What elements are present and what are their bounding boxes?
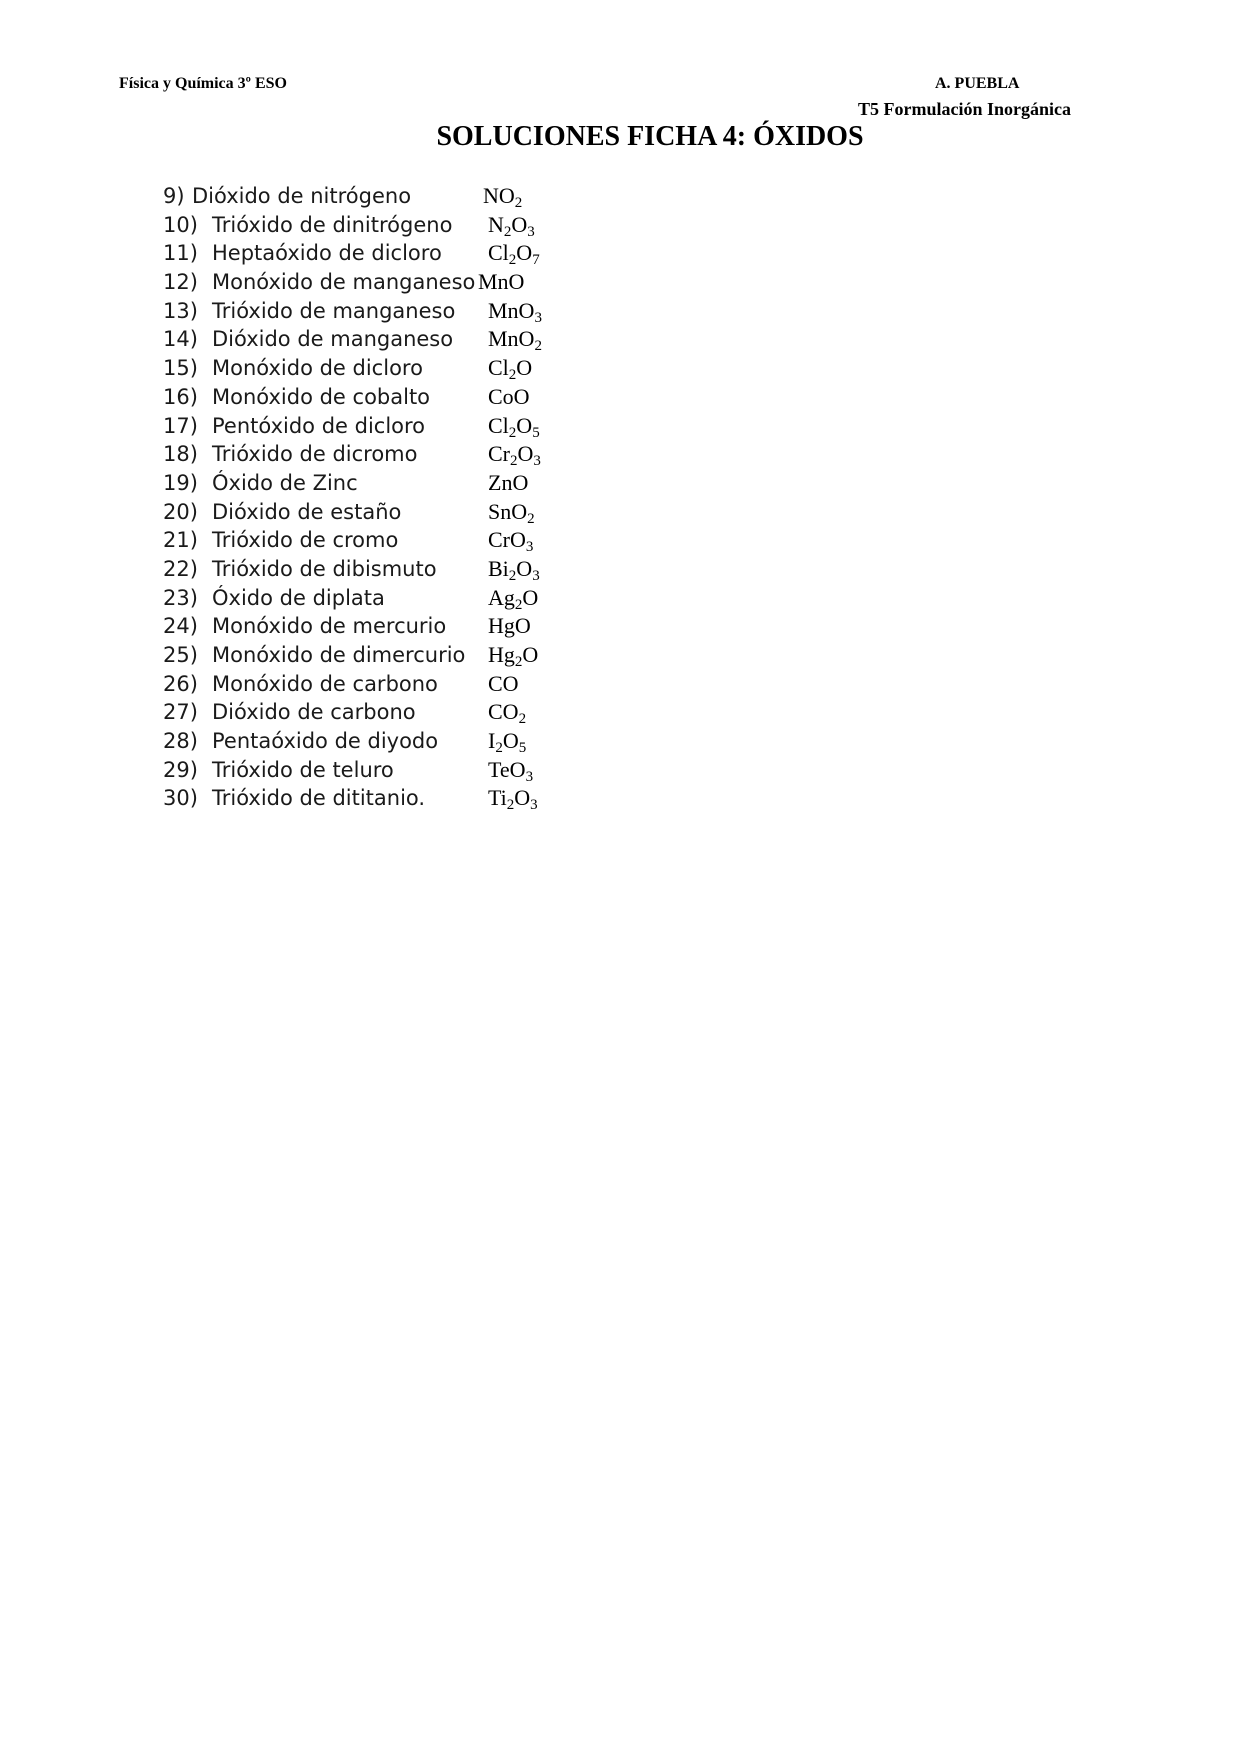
formula-subscript: 2 [510,453,518,470]
formula-element: CoO [488,383,530,409]
answer-name: Pentaóxido de diyodo [212,729,439,754]
header-author: A. PUEBLA [935,75,1020,92]
answer-number: 13) [163,298,198,323]
answer-formula [488,641,538,670]
header-subject: Física y Química 3º ESO [119,75,287,92]
answer-number: 18) [163,442,198,467]
answer-name: Trióxido de dinitrógeno [212,212,453,237]
formula-element: TeO [488,756,526,782]
answer-formula [488,756,533,785]
answer-name: Pentóxido de dicloro [212,413,426,438]
formula-element: O [516,412,533,438]
answer-number: 20) [163,499,198,524]
formula-element: O [514,785,531,811]
answer-formula [488,670,519,699]
answer-number: 14) [163,327,198,352]
answer-name: Monóxido de manganeso [212,270,476,295]
formula-element: Ag [488,584,515,610]
answer-formula [488,239,540,268]
formula-element: N [488,211,504,237]
answer-name: Dióxido de nitrógeno [192,184,412,208]
answer-formula [488,354,532,383]
formula-subscript: 2 [514,654,523,670]
answer-formula [483,182,522,211]
answer-name: Monóxido de mercurio [212,614,447,639]
answer-number: 29) [163,757,198,782]
formula-subscript: 2 [527,510,535,527]
answer-number: 21) [163,528,198,553]
answer-formula [488,469,528,498]
formula-subscript: 2 [514,195,523,211]
answer-name: Monóxido de carbono [212,671,438,696]
formula-subscript: 3 [532,567,540,584]
answer-name: Monóxido de dimercurio [212,643,466,667]
answer-formula [488,383,530,412]
answer-name: Monóxido de cobalto [212,384,431,409]
formula-element: SnO [488,498,528,524]
answer-formula [488,412,540,441]
answer-number: 19) [163,470,198,495]
answer-formula [478,268,524,297]
formula-element: O [522,584,539,610]
formula-element: Cl [488,355,509,381]
answer-number: 30) [163,786,198,811]
answer-name: Trióxido de teluro [212,757,394,782]
page-title: SOLUCIONES FICHA 4: ÓXIDOS [436,121,864,152]
answer-formula [488,211,535,240]
formula-element: CO [488,699,519,725]
formula-subscript: 2 [518,711,527,728]
formula-element: O [502,728,519,754]
answer-formula [488,555,540,584]
formula-subscript: 2 [514,596,523,613]
answer-number: 23) [163,585,198,610]
formula-element: Cl [488,412,509,438]
header-topic: T5 Formulación Inorgánica [858,99,1072,119]
formula-element: MnO [488,297,535,323]
formula-element: HgO [488,613,531,639]
answer-formula [488,612,531,641]
formula-subscript: 3 [533,453,541,470]
answer-name: Trióxido de manganeso [212,298,456,323]
answer-formula [488,584,538,613]
formula-subscript: 7 [532,252,540,269]
answer-number: 11) [163,241,198,266]
answer-number: 9) [163,184,185,208]
formula-subscript: 5 [532,424,540,441]
formula-element: O [516,555,533,581]
answer-name: Óxido de diplata [212,585,385,610]
formula-element: MnO [488,326,535,352]
formula-element: I [488,728,496,754]
answer-formula [488,727,526,756]
formula-subscript: 2 [495,740,503,757]
answer-name: Trióxido de dicromo [212,442,418,467]
formula-element: Bi [488,555,509,581]
answer-formula [488,698,526,727]
answer-formula [488,498,535,527]
answer-number: 17) [163,413,198,438]
formula-element: O [498,183,515,208]
formula-subscript: 2 [508,567,517,584]
formula-element: O [517,441,534,467]
answer-number: 12) [163,270,198,295]
formula-element: N [483,183,499,208]
answer-formula [488,325,542,354]
answer-number: 10) [163,212,198,237]
answer-number: 22) [163,556,198,581]
answer-number: 28) [163,729,198,754]
formula-element: O [511,211,528,237]
formula-subscript: 3 [525,539,534,556]
answer-name: Dióxido de estaño [212,499,402,524]
answer-name: Trióxido de dititanio. [212,786,426,811]
answer-number: 15) [163,356,198,381]
formula-element: Cr [488,441,510,467]
formula-element: ZnO [488,469,529,495]
answer-number: 27) [163,700,198,725]
formula-subscript: 3 [534,309,542,326]
formula-subscript: 2 [506,797,515,814]
answer-number: 16) [163,384,198,409]
answer-name: Dióxido de carbono [212,700,416,725]
answer-name: Monóxido de dicloro [212,356,423,381]
answer-number: 24) [163,614,198,639]
formula-subscript: 2 [503,223,512,240]
formula-element: O [516,355,533,381]
answer-formula [488,784,538,813]
formula-subscript: 3 [527,223,535,240]
formula-element: Ti [488,785,507,811]
formula-element: Hg [488,642,515,667]
formula-subscript: 3 [530,797,538,814]
answer-name: Dióxido de manganeso [212,327,454,352]
answer-name: Óxido de Zinc [212,470,358,495]
answer-number: 26) [163,671,198,696]
answer-formula [488,526,533,555]
formula-element: O [522,642,539,667]
formula-subscript: 2 [508,424,517,441]
answer-name: Heptaóxido de dicloro [212,241,442,266]
formula-subscript: 3 [525,768,534,785]
formula-subscript: 2 [508,367,517,384]
formula-element: CrO [488,527,526,553]
answer-name: Trióxido de dibismuto [212,556,437,581]
formula-element: MnO [478,269,525,295]
formula-element: Cl [488,240,509,266]
answer-formula [488,297,542,326]
answer-name: Trióxido de cromo [212,528,399,553]
formula-element: O [516,240,533,266]
formula-subscript: 5 [518,740,527,757]
formula-subscript: 2 [534,338,542,355]
answer-number: 25) [163,643,198,667]
formula-subscript: 2 [508,252,517,269]
answer-formula [488,440,541,469]
formula-element: CO [488,670,519,696]
